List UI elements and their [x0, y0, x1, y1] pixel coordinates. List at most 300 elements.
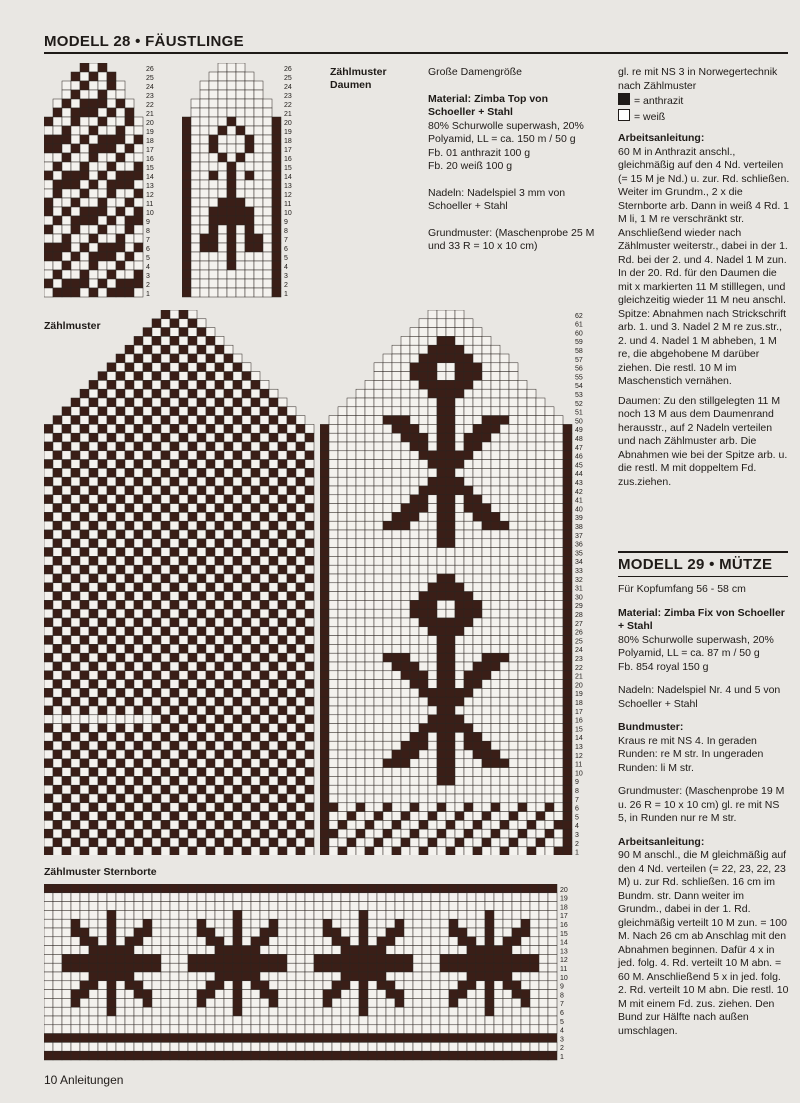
chart-cell [188, 847, 197, 855]
chart-cell [278, 600, 287, 609]
chart-cell [365, 495, 374, 504]
chart-cell [53, 442, 62, 451]
chart-cell [338, 565, 347, 574]
chart-cell [125, 234, 134, 243]
chart-cell [179, 495, 188, 504]
chart-cell [431, 972, 440, 981]
chart-cell [323, 1034, 332, 1043]
chart-cell [491, 460, 500, 469]
chart-cell [107, 662, 116, 671]
chart-cell [224, 416, 233, 425]
chart-cell [116, 389, 125, 398]
chart-cell [143, 460, 152, 469]
chart-cell [224, 1007, 233, 1016]
chart-cell [554, 812, 563, 821]
chart-cell [80, 424, 89, 433]
chart-cell [374, 389, 383, 398]
chart-cell [260, 433, 269, 442]
chart-cell [314, 928, 323, 937]
chart-cell [365, 442, 374, 451]
chart-cell [422, 963, 431, 972]
chart-cell [356, 574, 365, 583]
chart-cell [413, 919, 422, 928]
chart-cell [152, 565, 161, 574]
chart-cell [401, 372, 410, 381]
chart-cell [80, 954, 89, 963]
chart-cell [365, 706, 374, 715]
chart-cell [134, 180, 143, 189]
chart-cell [188, 680, 197, 689]
chart-cell [116, 627, 125, 636]
chart-cell [80, 252, 89, 261]
chart-cell [347, 609, 356, 618]
chart-cell [392, 838, 401, 847]
chart-cell [107, 279, 116, 288]
chart-cell [80, 820, 89, 829]
chart-cell [251, 398, 260, 407]
chart-cell [410, 424, 419, 433]
chart-cell [125, 270, 134, 279]
chart-cell [182, 126, 191, 135]
chart-cell [152, 618, 161, 627]
chart-cell [200, 90, 209, 99]
chart-cell [410, 812, 419, 821]
chart-cell [374, 574, 383, 583]
chart-cell [482, 495, 491, 504]
chart-cell [170, 972, 179, 981]
chart-cell [179, 380, 188, 389]
chart-cell [209, 135, 218, 144]
chart-cell [521, 1025, 530, 1034]
chart-cell [251, 1016, 260, 1025]
main-chart-star [320, 310, 600, 855]
chart-cell [80, 644, 89, 653]
chart-cell [314, 998, 323, 1007]
chart-cell [242, 372, 251, 381]
chart-cell [98, 433, 107, 442]
chart-cell [482, 600, 491, 609]
chart-cell [71, 937, 80, 946]
chart-cell [143, 688, 152, 697]
chart-cell [269, 981, 278, 990]
chart-cell [422, 954, 431, 963]
chart-cell [98, 893, 107, 902]
chart-cell [143, 794, 152, 803]
chart-cell [536, 460, 545, 469]
chart-cell [365, 618, 374, 627]
chart-cell [401, 556, 410, 565]
chart-cell [188, 1042, 197, 1051]
chart-cell [320, 521, 329, 530]
chart-cell [458, 990, 467, 999]
chart-cell [332, 972, 341, 981]
row-number: 48 [575, 436, 583, 443]
chart-cell [554, 521, 563, 530]
chart-cell [527, 477, 536, 486]
chart-cell [80, 732, 89, 741]
chart-cell [89, 937, 98, 946]
chart-cell [287, 820, 296, 829]
chart-cell [323, 884, 332, 893]
chart-cell [206, 416, 215, 425]
chart-cell [53, 937, 62, 946]
chart-cell [53, 954, 62, 963]
chart-cell [491, 486, 500, 495]
chart-cell [410, 451, 419, 460]
chart-cell [182, 270, 191, 279]
chart-cell [152, 688, 161, 697]
chart-cell [446, 460, 455, 469]
chart-cell [134, 171, 143, 180]
chart-cell [179, 1016, 188, 1025]
chart-cell [53, 963, 62, 972]
chart-cell [278, 662, 287, 671]
chart-cell [143, 662, 152, 671]
chart-cell [374, 741, 383, 750]
chart-cell [527, 486, 536, 495]
chart-cell [62, 919, 71, 928]
chart-cell [44, 574, 53, 583]
chart-cell [305, 1016, 314, 1025]
chart-cell [107, 741, 116, 750]
chart-cell [224, 820, 233, 829]
chart-cell [278, 495, 287, 504]
chart-cell [179, 785, 188, 794]
chart-cell [53, 216, 62, 225]
chart-cell [545, 697, 554, 706]
chart-cell [473, 468, 482, 477]
chart-cell [188, 521, 197, 530]
chart-cell [143, 486, 152, 495]
chart-cell [437, 768, 446, 777]
chart-cell [152, 680, 161, 689]
chart-cell [512, 902, 521, 911]
chart-cell [242, 1042, 251, 1051]
chart-cell [338, 556, 347, 565]
chart-cell [563, 627, 572, 636]
chart-cell [98, 189, 107, 198]
chart-cell [395, 954, 404, 963]
chart-cell [242, 680, 251, 689]
chart-cell [80, 521, 89, 530]
chart-cell [296, 416, 305, 425]
chart-cell [473, 627, 482, 636]
chart-cell [410, 477, 419, 486]
chart-cell [449, 919, 458, 928]
chart-cell [125, 583, 134, 592]
chart-cell [236, 243, 245, 252]
chart-cell [467, 963, 476, 972]
chart-cell [134, 548, 143, 557]
chart-cell [341, 893, 350, 902]
chart-cell [98, 108, 107, 117]
chart-cell [437, 389, 446, 398]
chart-cell [116, 451, 125, 460]
chart-cell [206, 548, 215, 557]
chart-cell [197, 928, 206, 937]
chart-cell [179, 768, 188, 777]
chart-cell [341, 990, 350, 999]
chart-cell [305, 636, 314, 645]
chart-cell [350, 1016, 359, 1025]
chart-cell [215, 512, 224, 521]
chart-cell [392, 460, 401, 469]
chart-cell [347, 424, 356, 433]
chart-cell [242, 928, 251, 937]
chart-cell [62, 574, 71, 583]
chart-cell [89, 838, 98, 847]
model29-top-rule [618, 551, 788, 553]
chart-cell [329, 486, 338, 495]
chart-cell [377, 928, 386, 937]
chart-cell [347, 442, 356, 451]
chart-cell [278, 680, 287, 689]
chart-cell [197, 433, 206, 442]
chart-cell [482, 548, 491, 557]
chart-cell [152, 556, 161, 565]
chart-cell [485, 946, 494, 955]
chart-cell [356, 442, 365, 451]
chart-cell [320, 724, 329, 733]
chart-cell [485, 972, 494, 981]
chart-cell [206, 954, 215, 963]
chart-cell [269, 759, 278, 768]
chart-cell [503, 893, 512, 902]
chart-cell [98, 451, 107, 460]
chart-cell [473, 741, 482, 750]
chart-cell [188, 1025, 197, 1034]
chart-cell [53, 261, 62, 270]
chart-cell [233, 671, 242, 680]
chart-cell [80, 776, 89, 785]
chart-cell [545, 838, 554, 847]
chart-cell [377, 884, 386, 893]
chart-cell [518, 600, 527, 609]
chart-cell [200, 162, 209, 171]
chart-cell [473, 354, 482, 363]
chart-cell [521, 893, 530, 902]
chart-cell [500, 574, 509, 583]
chart-cell [536, 776, 545, 785]
chart-cell [143, 803, 152, 812]
chart-cell [305, 609, 314, 618]
chart-cell [329, 451, 338, 460]
chart-cell [419, 539, 428, 548]
chart-cell [44, 768, 53, 777]
row-number: 6 [575, 805, 579, 813]
chart-cell [338, 574, 347, 583]
chart-cell [374, 433, 383, 442]
chart-cell [188, 1034, 197, 1043]
chart-cell [227, 63, 236, 72]
chart-cell [509, 715, 518, 724]
chart-cell [320, 680, 329, 689]
chart-cell [251, 433, 260, 442]
chart-cell [476, 919, 485, 928]
chart-cell [305, 990, 314, 999]
chart-cell [200, 171, 209, 180]
chart-cell [254, 81, 263, 90]
chart-cell [161, 407, 170, 416]
chart-cell [170, 820, 179, 829]
chart-cell [53, 644, 62, 653]
chart-cell [338, 495, 347, 504]
chart-cell [233, 1042, 242, 1051]
chart-cell [413, 972, 422, 981]
chart-cell [107, 398, 116, 407]
chart-cell [125, 609, 134, 618]
chart-cell [116, 372, 125, 381]
chart-cell [251, 504, 260, 513]
chart-cell [44, 468, 53, 477]
chart-cell [287, 697, 296, 706]
chart-cell [539, 937, 548, 946]
chart-cell [215, 398, 224, 407]
chart-cell [458, 946, 467, 955]
chart-cell [107, 530, 116, 539]
chart-cell [227, 243, 236, 252]
chart-cell [200, 108, 209, 117]
chart-cell [98, 627, 107, 636]
chart-cell [89, 288, 98, 297]
chart-cell [545, 820, 554, 829]
chart-cell [107, 829, 116, 838]
chart-cell [98, 180, 107, 189]
chart-cell [476, 884, 485, 893]
chart-cell [356, 424, 365, 433]
chart-cell [107, 99, 116, 108]
chart-cell [383, 600, 392, 609]
row-number: 15 [146, 165, 154, 172]
chart-cell [200, 234, 209, 243]
chart-cell [125, 144, 134, 153]
chart-cell [71, 451, 80, 460]
chart-cell [518, 688, 527, 697]
chart-cell [401, 732, 410, 741]
chart-cell [215, 460, 224, 469]
chart-cell [134, 688, 143, 697]
chart-cell [242, 486, 251, 495]
chart-cell [554, 785, 563, 794]
chart-cell [350, 1007, 359, 1016]
chart-cell [161, 433, 170, 442]
chart-cell [440, 1007, 449, 1016]
chart-cell [260, 653, 269, 662]
chart-cell [518, 424, 527, 433]
chart-cell [89, 998, 98, 1007]
chart-cell [446, 495, 455, 504]
chart-cell [359, 884, 368, 893]
chart-cell [242, 521, 251, 530]
chart-cell [125, 910, 134, 919]
chart-cell [197, 565, 206, 574]
row-number: 2 [284, 282, 288, 289]
chart-cell [98, 477, 107, 486]
chart-cell [227, 180, 236, 189]
chart-cell [62, 902, 71, 911]
chart-cell [401, 424, 410, 433]
chart-cell [254, 261, 263, 270]
chart-cell [395, 910, 404, 919]
chart-cell [473, 583, 482, 592]
chart-cell [134, 609, 143, 618]
chart-cell [245, 126, 254, 135]
chart-cell [254, 117, 263, 126]
chart-cell [44, 884, 53, 893]
chart-cell [170, 644, 179, 653]
chart-cell [323, 998, 332, 1007]
chart-cell [179, 688, 188, 697]
chart-cell [509, 847, 518, 855]
chart-cell [143, 372, 152, 381]
chart-cell [287, 724, 296, 733]
chart-cell [287, 600, 296, 609]
chart-cell [410, 389, 419, 398]
chart-cell [287, 919, 296, 928]
chart-cell [62, 279, 71, 288]
chart-cell [215, 1016, 224, 1025]
chart-cell [134, 234, 143, 243]
chart-cell [320, 512, 329, 521]
chart-cell [545, 574, 554, 583]
chart-cell [341, 1007, 350, 1016]
chart-cell [170, 928, 179, 937]
chart-cell [530, 910, 539, 919]
chart-cell [71, 636, 80, 645]
chart-cell [278, 741, 287, 750]
chart-cell [191, 126, 200, 135]
chart-cell [251, 653, 260, 662]
row-number: 8 [284, 228, 288, 235]
chart-cell [263, 171, 272, 180]
chart-cell [98, 759, 107, 768]
chart-cell [53, 530, 62, 539]
chart-cell [62, 600, 71, 609]
chart-cell [260, 724, 269, 733]
chart-cell [71, 706, 80, 715]
chart-cell [272, 288, 281, 297]
chart-cell [170, 574, 179, 583]
chart-cell [71, 592, 80, 601]
chart-cell [464, 680, 473, 689]
chart-cell [536, 688, 545, 697]
chart-cell [374, 653, 383, 662]
chart-cell [485, 928, 494, 937]
chart-cell [80, 556, 89, 565]
chart-cell [374, 442, 383, 451]
chart-cell [356, 741, 365, 750]
chart-cell [359, 928, 368, 937]
chart-cell [260, 884, 269, 893]
chart-cell [188, 794, 197, 803]
chart-cell [107, 1042, 116, 1051]
chart-cell [218, 261, 227, 270]
chart-cell [170, 662, 179, 671]
chart-cell [116, 153, 125, 162]
chart-cell [482, 688, 491, 697]
chart-cell [419, 460, 428, 469]
chart-cell [89, 380, 98, 389]
row-number: 3 [284, 273, 288, 280]
chart-cell [305, 512, 314, 521]
chart-cell [545, 442, 554, 451]
chart-cell [554, 548, 563, 557]
chart-cell [89, 609, 98, 618]
chart-cell [152, 1016, 161, 1025]
chart-cell [527, 715, 536, 724]
chart-cell [62, 144, 71, 153]
chart-cell [410, 715, 419, 724]
